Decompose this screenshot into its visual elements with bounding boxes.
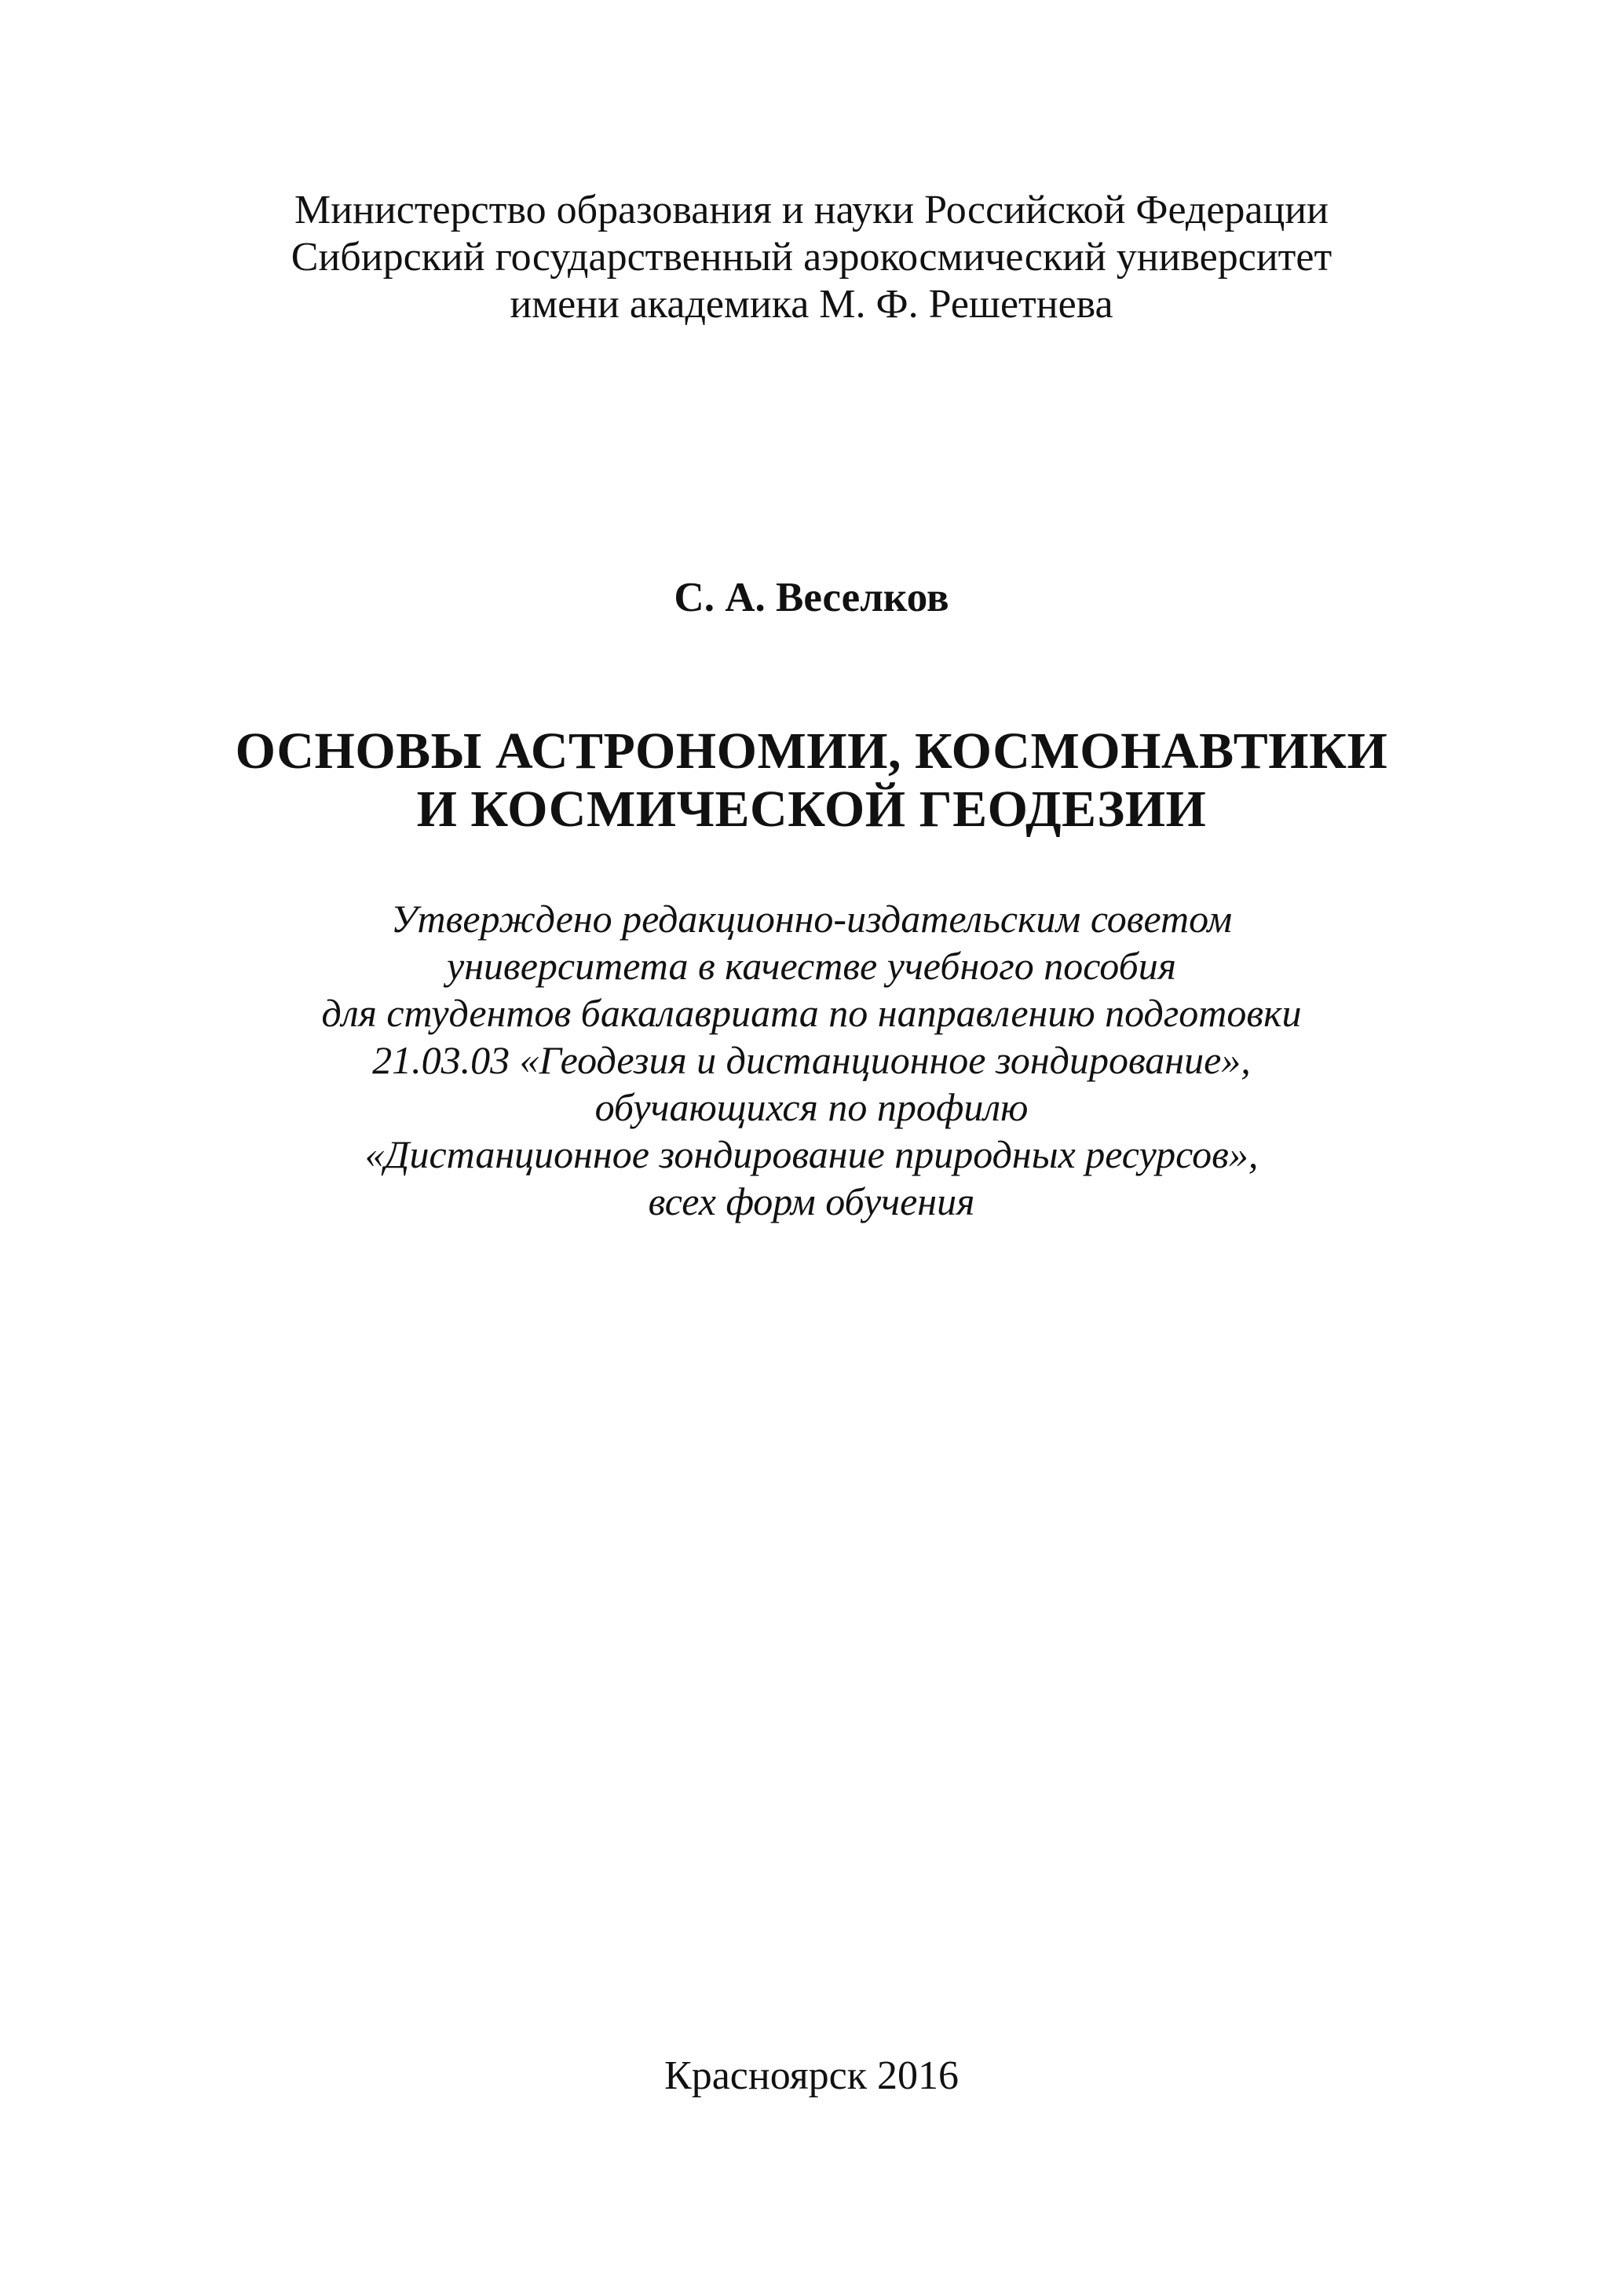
approval-line-5: обучающихся по профилю	[594, 1085, 1029, 1129]
approval-line-7: всех форм обучения	[648, 1179, 975, 1223]
approval-line-3: для студентов бакалавриата по направлению подготовки	[321, 991, 1302, 1035]
book-title-line-1: ОСНОВЫ АСТРОНОМИИ, КОСМОНАВТИКИ	[235, 722, 1388, 780]
approval-note	[0, 895, 1623, 1225]
author-name: С. А. Веселков	[674, 575, 949, 620]
book-title	[0, 722, 1623, 839]
institution-line-2: Сибирский государственный аэрокосмический университет	[291, 235, 1332, 280]
place-and-year: Красноярск 2016	[664, 2053, 959, 2098]
institution-line-3: имени академика М. Ф. Решетнева	[510, 282, 1113, 327]
approval-line-4: 21.03.03 «Геодезия и дистанционное зондирование»,	[372, 1038, 1251, 1082]
approval-line-1: Утверждено редакционно-издательским советом	[390, 897, 1233, 941]
approval-line-2: университета в качестве учебного пособия	[447, 944, 1176, 988]
approval-line-6: «Дистанционное зондирование природных ресурсов»,	[364, 1132, 1259, 1176]
institution-line-1: Министерство образования и науки Российской Федерации	[294, 188, 1329, 232]
institution-header	[0, 187, 1623, 328]
book-title-line-2: И КОСМИЧЕСКОЙ ГЕОДЕЗИИ	[416, 781, 1207, 838]
